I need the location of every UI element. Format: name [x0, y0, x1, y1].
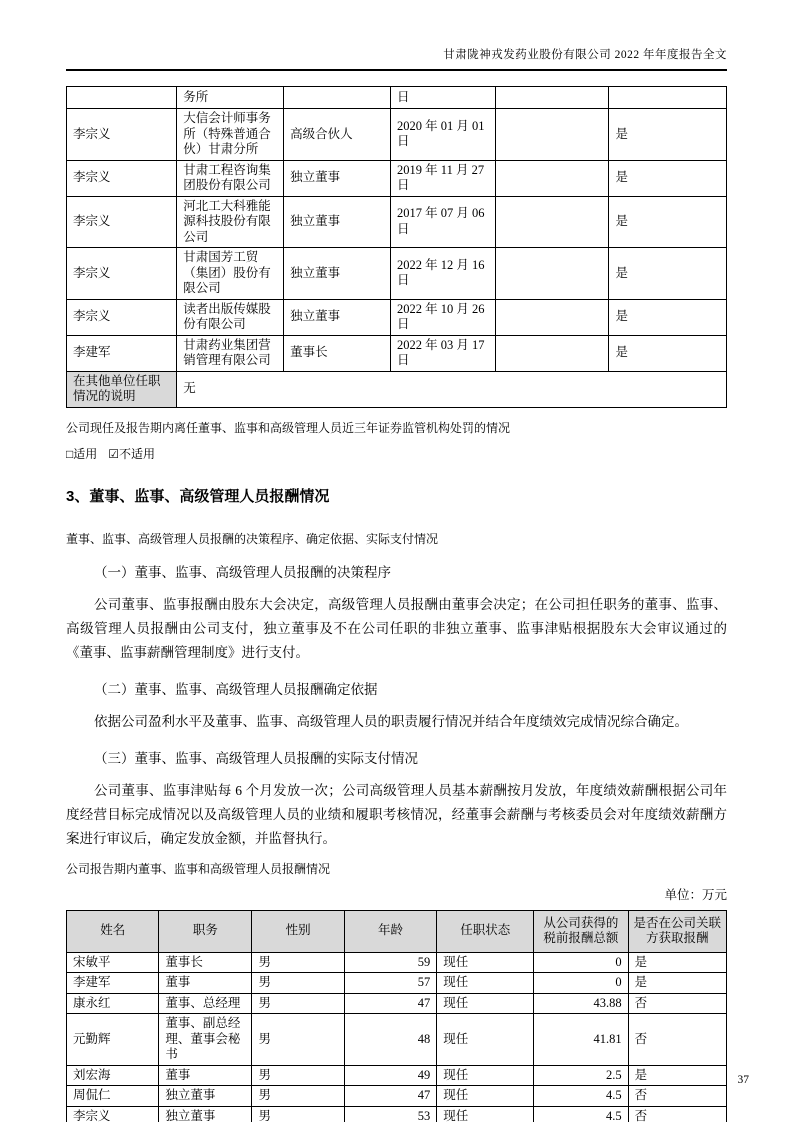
table-row: [67, 952, 727, 973]
table-cell: 男: [252, 973, 344, 994]
table-cell: 是: [609, 109, 727, 161]
table-cell: 4.5: [534, 1086, 628, 1107]
applicable-option: [66, 447, 97, 461]
table-cell: 2022 年 10 月 26 日: [391, 299, 496, 335]
table-cell: 男: [252, 1106, 344, 1122]
subsection-1-heading: （一）董事、监事、高级管理人员报酬的决策程序: [94, 564, 391, 580]
column-header: 姓名: [67, 910, 159, 952]
table-cell: 独立董事: [284, 299, 391, 335]
table-cell: 现任: [437, 973, 534, 994]
table-cell: [495, 196, 609, 248]
subsection-3-paragraph: 公司董事、监事津贴每 6 个月发放一次；公司高级管理人员基本薪酬按月发放，年度绩效薪酬根据公司年度经营目标完成情况以及高级管理人员的业绩和履职考核情况，经董事会薪酬与考核委员会对年度绩效薪酬方案进行审议后，确定发放金额，并监督执行。: [66, 782, 727, 846]
table-cell: [495, 160, 609, 196]
table-cell: 男: [252, 1014, 344, 1066]
table-cell: 2.5: [534, 1065, 628, 1086]
table-cell: 李建军: [67, 973, 159, 994]
table-cell: 周侃仁: [67, 1086, 159, 1107]
column-header: 是否在公司关联方获取报酬: [628, 910, 726, 952]
table-cell: 0: [534, 973, 628, 994]
note-label-cell: 在其他单位任职情况的说明: [67, 371, 177, 407]
table-cell: 否: [628, 1086, 726, 1107]
table-cell: 43.88: [534, 993, 628, 1014]
table-cell: 康永红: [67, 993, 159, 1014]
column-header: 年龄: [344, 910, 436, 952]
table-cell: 元勤辉: [67, 1014, 159, 1066]
column-header: 任职状态: [437, 910, 534, 952]
table-row: [67, 335, 727, 371]
table-cell: 现任: [437, 1106, 534, 1122]
table-cell: 2020 年 01 月 01 日: [391, 109, 496, 161]
table-cell: 否: [628, 993, 726, 1014]
table-cell: 是: [609, 299, 727, 335]
compensation-table-caption: 公司报告期内董事、监事和高级管理人员报酬情况: [66, 861, 331, 876]
table-cell: 董事、副总经理、董事会秘书: [159, 1014, 252, 1066]
table-cell: 是: [628, 952, 726, 973]
table-cell: 独立董事: [159, 1086, 252, 1107]
applicability-line: [66, 446, 727, 463]
table-cell: 宋敏平: [67, 952, 159, 973]
section-heading: 3、董事、监事、高级管理人员报酬情况: [66, 487, 330, 505]
table-cell: 男: [252, 1086, 344, 1107]
table-row: [67, 973, 727, 994]
table-cell: 49: [344, 1065, 436, 1086]
note-value-cell: 无: [177, 371, 727, 407]
table-cell: [67, 87, 177, 109]
table-body: [67, 87, 727, 372]
table-cell: 53: [344, 1106, 436, 1122]
table-cell: 刘宏海: [67, 1065, 159, 1086]
subsection-3-heading: （三）董事、监事、高级管理人员报酬的实际支付情况: [94, 750, 418, 766]
table-cell: 57: [344, 973, 436, 994]
table-cell: 是: [609, 160, 727, 196]
column-header: 性别: [252, 910, 344, 952]
table-cell: 日: [391, 87, 496, 109]
table-cell: 4.5: [534, 1106, 628, 1122]
table-row: [67, 1086, 727, 1107]
subsection-2-paragraph: 依据公司盈利水平及董事、监事、高级管理人员的职责履行情况并结合年度绩效完成情况综合确定。: [94, 713, 688, 729]
penalty-statement: 公司现任及报告期内离任董事、监事和高级管理人员近三年证券监管机构处罚的情况: [66, 420, 511, 435]
document-header: [66, 46, 727, 71]
table-row: [67, 1065, 727, 1086]
table-cell: 2017 年 07 月 06 日: [391, 196, 496, 248]
table-row: [67, 1014, 727, 1066]
table-cell: 48: [344, 1014, 436, 1066]
table-cell: 59: [344, 952, 436, 973]
table-cell: 0: [534, 952, 628, 973]
table-cell: 甘肃工程咨询集团股份有限公司: [177, 160, 284, 196]
table-cell: 41.81: [534, 1014, 628, 1066]
table-cell: 47: [344, 993, 436, 1014]
column-header: 职务: [159, 910, 252, 952]
table-cell: 现任: [437, 993, 534, 1014]
table-row: [67, 371, 727, 407]
table-cell: 独立董事: [284, 160, 391, 196]
table-cell: 是: [628, 1065, 726, 1086]
table-cell: 否: [628, 1014, 726, 1066]
table-row: [67, 87, 727, 109]
table-row: [67, 109, 727, 161]
table-row: [67, 299, 727, 335]
table-cell: [495, 87, 609, 109]
unit-note: 单位：万元: [664, 887, 727, 902]
table-cell: [495, 335, 609, 371]
table-header-row: [67, 910, 727, 952]
section-intro: 董事、监事、高级管理人员报酬的决策程序、确定依据、实际支付情况: [66, 531, 439, 546]
other-positions-table: [66, 86, 727, 408]
table-cell: 读者出版传媒股份有限公司: [177, 299, 284, 335]
table-cell: 李宗义: [67, 109, 177, 161]
table-cell: 2022 年 12 月 16 日: [391, 248, 496, 300]
table-cell: 李宗义: [67, 299, 177, 335]
table-note-body: [67, 371, 727, 407]
table-row: [67, 248, 727, 300]
table-row: [67, 1106, 727, 1122]
table-cell: 2022 年 03 月 17 日: [391, 335, 496, 371]
table-cell: 是: [609, 196, 727, 248]
table-cell: [495, 248, 609, 300]
table-cell: 男: [252, 993, 344, 1014]
table-cell: 现任: [437, 952, 534, 973]
subsection-1-paragraph: 公司董事、监事报酬由股东大会决定，高级管理人员报酬由董事会决定；在公司担任职务的董事、监事、高级管理人员报酬由公司支付，独立董事及不在公司任职的非独立董事、监事津贴根据股东大会审议通过的《董事、监事薪酬管理制度》进行支付。: [66, 596, 727, 660]
document-title: 甘肃陇神戎发药业股份有限公司 2022 年年度报告全文: [443, 49, 727, 61]
not-applicable-label: 不适用: [119, 446, 156, 461]
table-cell: 男: [252, 952, 344, 973]
table-cell: 董事、总经理: [159, 993, 252, 1014]
checkbox-checked-icon: ☑: [108, 446, 120, 461]
not-applicable-option: [108, 447, 155, 461]
table-header: [67, 910, 727, 952]
table-cell: 李宗义: [67, 1106, 159, 1122]
applicable-label: 适用: [73, 446, 98, 461]
table-cell: 高级合伙人: [284, 109, 391, 161]
table-cell: [495, 109, 609, 161]
checkbox-unchecked-icon: □: [66, 446, 74, 461]
table-cell: 男: [252, 1065, 344, 1086]
subsection-2-heading: （二）董事、监事、高级管理人员报酬确定依据: [94, 681, 378, 697]
table-cell: [495, 299, 609, 335]
table-cell: [609, 87, 727, 109]
table-cell: 董事长: [284, 335, 391, 371]
table-cell: 独立董事: [284, 248, 391, 300]
table-row: [67, 993, 727, 1014]
table-cell: 47: [344, 1086, 436, 1107]
table-cell: 董事: [159, 1065, 252, 1086]
table-cell: 现任: [437, 1086, 534, 1107]
table-row: [67, 160, 727, 196]
column-header: 从公司获得的税前报酬总额: [534, 910, 628, 952]
compensation-table: [66, 910, 727, 1122]
table-cell: 是: [609, 248, 727, 300]
table-cell: 李宗义: [67, 248, 177, 300]
table-cell: 独立董事: [284, 196, 391, 248]
table-cell: 否: [628, 1106, 726, 1122]
table-cell: 现任: [437, 1014, 534, 1066]
table-cell: 务所: [177, 87, 284, 109]
table-cell: 李宗义: [67, 196, 177, 248]
table-cell: 李宗义: [67, 160, 177, 196]
table-cell: 李建军: [67, 335, 177, 371]
page-number: 37: [737, 1074, 749, 1086]
table-row: [67, 196, 727, 248]
table-cell: 大信会计师事务所（特殊普通合伙）甘肃分所: [177, 109, 284, 161]
table-cell: 董事: [159, 973, 252, 994]
table-cell: 是: [609, 335, 727, 371]
table-cell: 2019 年 11 月 27 日: [391, 160, 496, 196]
table-cell: 现任: [437, 1065, 534, 1086]
table-cell: 独立董事: [159, 1106, 252, 1122]
table-cell: 河北工大科雅能源科技股份有限公司: [177, 196, 284, 248]
table-cell: [284, 87, 391, 109]
table-cell: 甘肃国芳工贸（集团）股份有限公司: [177, 248, 284, 300]
table-body: [67, 952, 727, 1122]
table-cell: 董事长: [159, 952, 252, 973]
table-cell: 甘肃药业集团营销管理有限公司: [177, 335, 284, 371]
table-cell: 是: [628, 973, 726, 994]
